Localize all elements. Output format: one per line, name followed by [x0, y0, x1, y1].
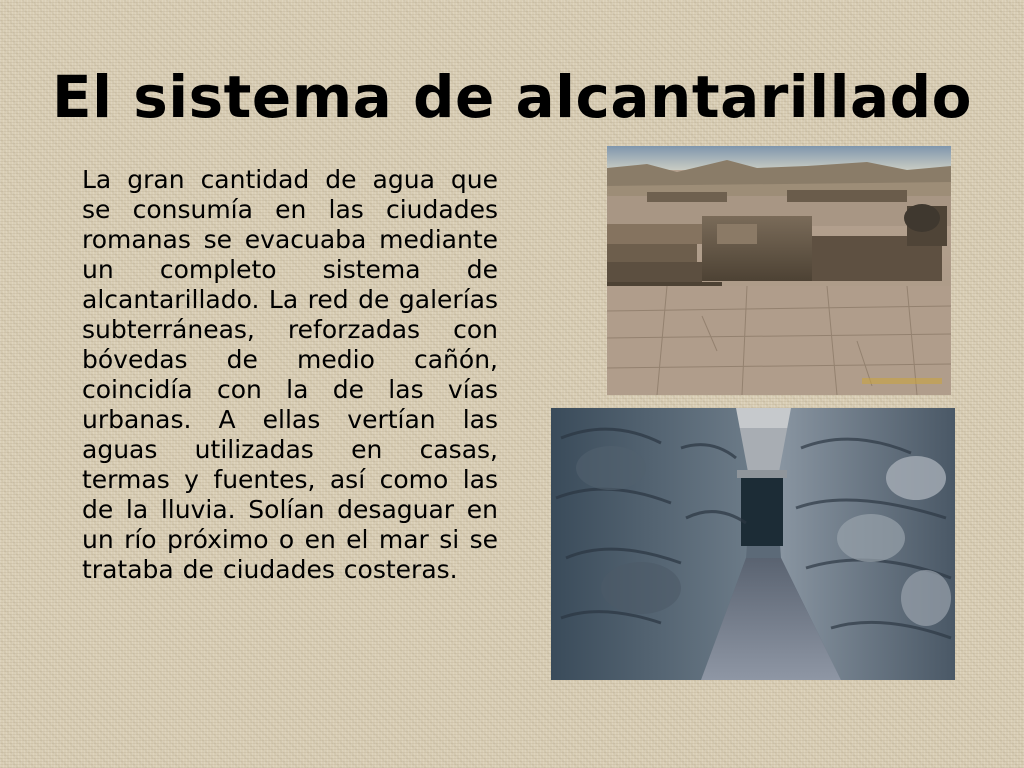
slide-title: El sistema de alcantarillado [52, 63, 972, 131]
sewer-tunnel-photo [551, 408, 955, 680]
roman-ruins-photo [607, 146, 951, 395]
slide-body-text: La gran cantidad de agua que se consumía en las ciudades romanas se evacuaba mediante un completo sistema de alcantarillado. La red de galerías subterráneas, reforzadas con bóvedas de medio cañón, coincidía con la de las vías urbanas. A ellas vertían las aguas utilizadas en casas, termas y fuentes, así como las de la lluvia. Solían desaguar en un río próximo o en el mar si se trataba de ciudades costeras. [82, 165, 498, 584]
